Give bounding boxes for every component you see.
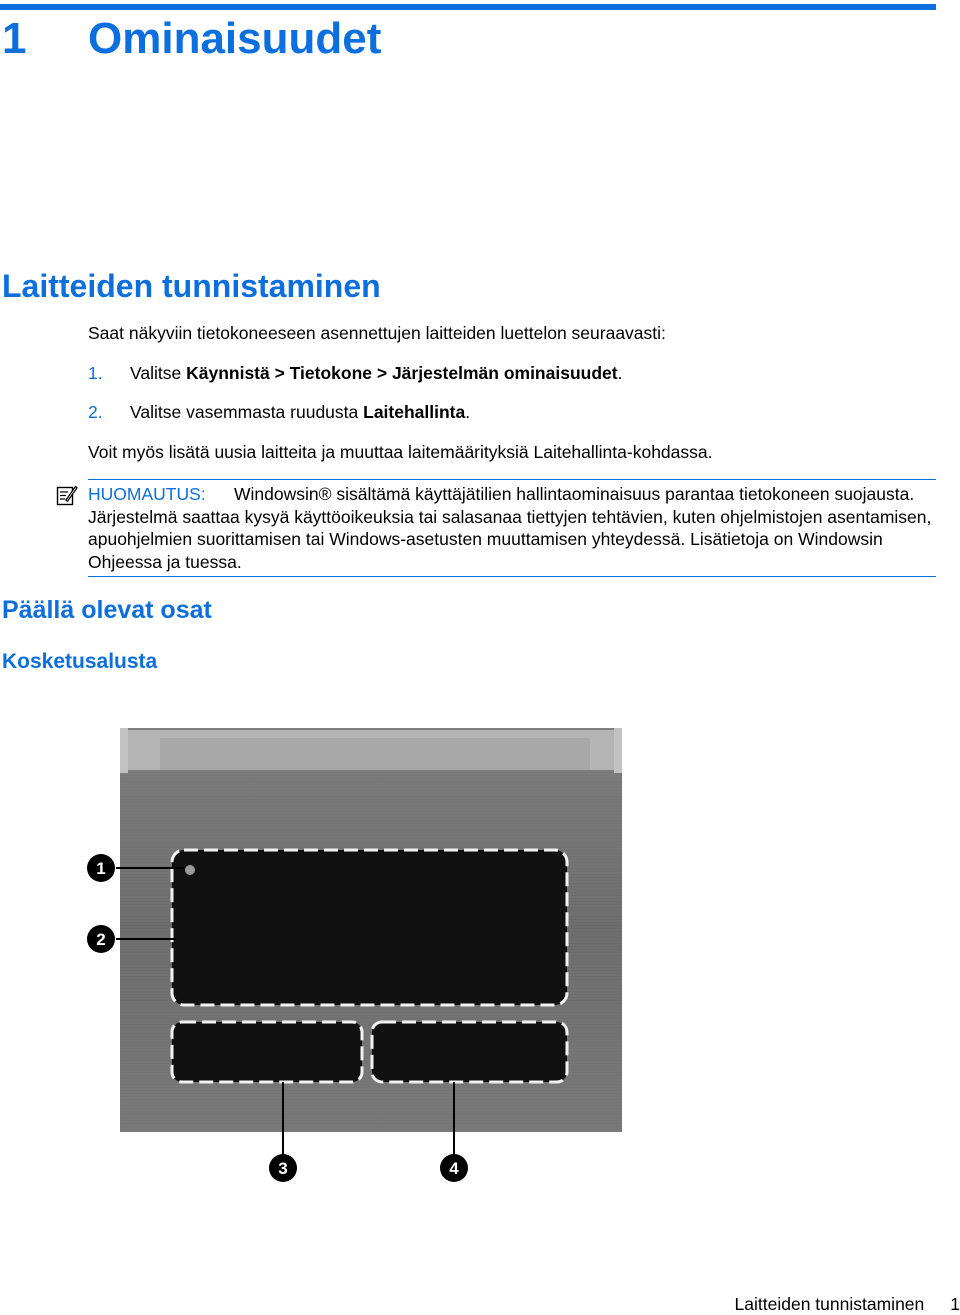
callout-1 [87,854,115,882]
touchpad-indicator-light [185,865,195,875]
step-2 [88,402,470,423]
step-prefix: Valitse [130,363,187,383]
footer-section: Laitteiden tunnistaminen [734,1294,925,1314]
callout-2-number: 2 [96,930,106,949]
left-touchpad-button [172,1022,362,1082]
callout-4-number: 4 [449,1159,459,1178]
step-1 [88,363,622,384]
step-bold: Käynnistä > Tietokone > Järjestelmän ominaisuudet [186,363,618,383]
extra-text: Voit myös lisätä uusia laitteita ja muuttaa laitemäärityksiä Laitehallinta-kohdassa. [88,442,713,462]
touchpad-zone [172,850,567,1005]
step-suffix: . [617,363,623,383]
note-text: Windowsin® sisältämä käyttäjätilien hallintaominaisuus parantaa tietokoneen suojausta. Järjestelmä saattaa kysyä käyttöoikeuksia tai salasanaa tiettyjen tehtävien, kuten ohjelmistojen asentamisen, apuohjelmien suorittamisen tai Windows-asetusten muuttamisen yhteydessä. Lisätietoja on Windowsin Ohjeessa ja tuessa. [88,484,932,573]
note-box [88,479,936,577]
step-bold: Laitehallinta [363,402,466,422]
chapter-title-text: Ominaisuudet [88,14,382,63]
touchpad-figure [80,710,640,1190]
step-prefix: Valitse vasemmasta ruudusta [130,402,364,422]
intro-text: Saat näkyviin tietokoneeseen asennettujen laitteiden luettelon seuraavasti: [88,323,666,343]
note-label: HUOMAUTUS: [88,484,206,504]
top-rule [0,4,936,10]
note-pencil-icon [56,484,78,506]
step-suffix: . [465,402,471,422]
callout-3-number: 3 [278,1159,288,1178]
callout-2 [87,925,115,953]
subsubsection-title: Kosketusalusta [2,650,158,673]
page-footer [735,1294,960,1315]
callout-4 [440,1154,468,1182]
step-number: 1. [88,363,103,383]
chapter-title [2,14,381,64]
subsection-title: Päällä olevat osat [2,596,212,624]
chapter-number: 1 [2,14,27,63]
section-title: Laitteiden tunnistaminen [2,268,381,304]
callout-3 [269,1154,297,1182]
right-touchpad-button [372,1022,567,1082]
callout-1-number: 1 [96,859,106,878]
step-number: 2. [88,402,103,422]
footer-page-number: 1 [950,1294,960,1314]
